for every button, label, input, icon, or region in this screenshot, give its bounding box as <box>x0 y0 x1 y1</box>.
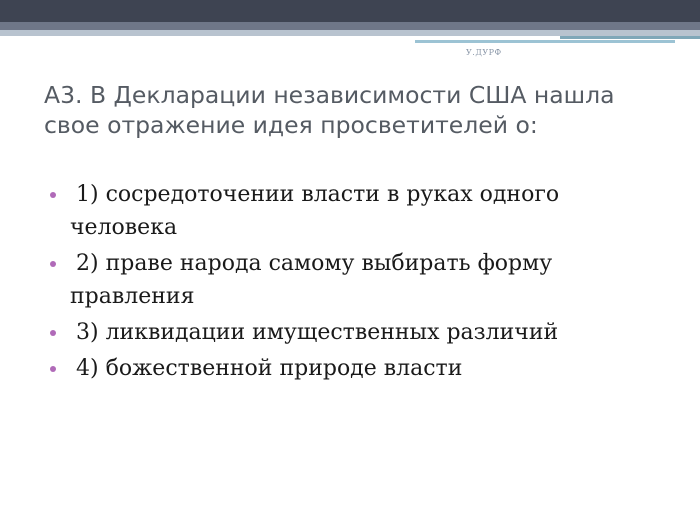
answer-option-text: 2) праве народа самому выбирать форму правления <box>70 251 553 309</box>
header-band-dark <box>0 0 700 22</box>
answer-option <box>46 247 646 313</box>
bullet-dot-icon <box>50 192 56 198</box>
header-accent-line-lower <box>415 40 675 43</box>
answer-option-text: 3) ликвидации имущественных различий <box>76 320 559 345</box>
answer-options-list <box>46 178 646 388</box>
answer-option <box>46 352 646 385</box>
answer-option-text: 1) сосредоточении власти в руках одного человека <box>70 182 560 240</box>
bullet-dot-icon <box>50 261 56 267</box>
answer-option <box>46 316 646 349</box>
header-band-mid <box>0 22 700 30</box>
question-title: А3. В Декларации независимости США нашла свое отражение идея просветителей о: <box>44 81 615 139</box>
watermark-text: У.ДУРФ <box>466 48 502 57</box>
header-accent-line <box>560 36 700 39</box>
answer-option <box>46 178 646 244</box>
bullet-dot-icon <box>50 330 56 336</box>
bullet-dot-icon <box>50 366 56 372</box>
answer-option-text: 4) божественной природе власти <box>76 356 463 381</box>
